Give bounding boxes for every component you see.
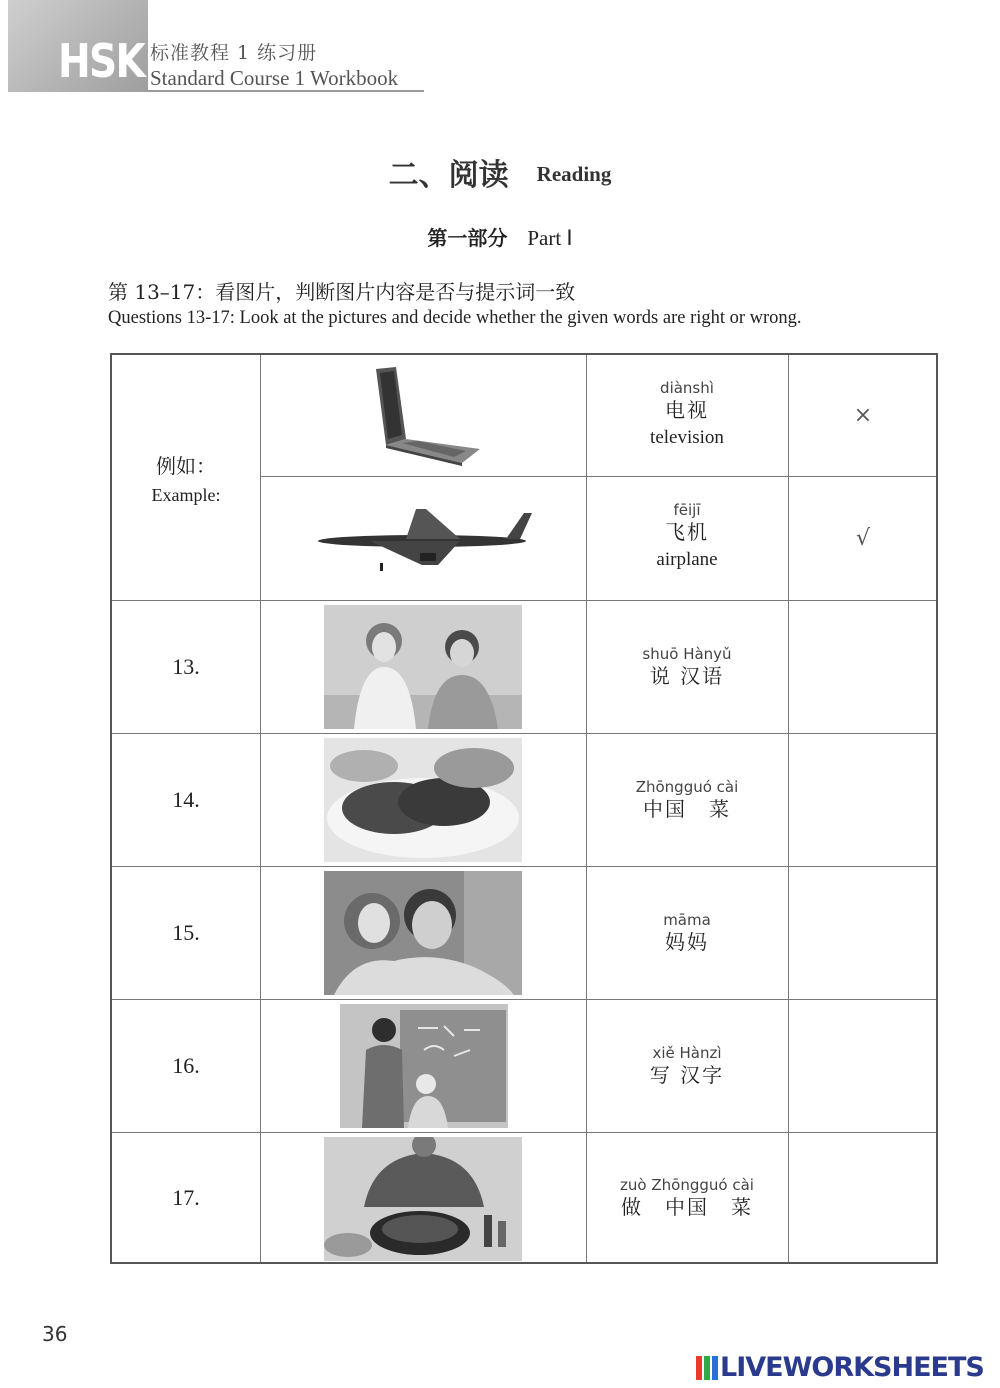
page-number: 36 (42, 1322, 68, 1346)
answer-mark: × (853, 403, 873, 428)
steak-dish-image (324, 738, 522, 862)
answer-box-14[interactable] (788, 733, 938, 866)
english-meaning: airplane (656, 549, 718, 570)
english-meaning: television (650, 426, 724, 448)
question-number-label: 17. (172, 1185, 200, 1210)
hanzi: 飞机 (665, 520, 709, 544)
question-number-label: 14. (172, 786, 200, 812)
book-title-en: Standard Course 1 Workbook (150, 66, 399, 90)
pinyin: xiě Hànzì (652, 1043, 722, 1062)
liveworksheets-brand[interactable] (696, 1352, 984, 1383)
part-title (0, 222, 1000, 251)
part-title-en: Part Ⅰ (527, 226, 573, 250)
hanzi: 电视 (665, 397, 709, 422)
answer-box (788, 476, 938, 600)
pinyin: Zhōngguó cài (635, 777, 739, 796)
book-title-cn: 标准教程 1 练习册 (150, 42, 318, 64)
women-talking-image (324, 605, 522, 729)
answer-box (788, 355, 938, 476)
question-number (112, 733, 260, 866)
hsk-logo-text: HSK (58, 34, 145, 88)
airplane-image (310, 503, 534, 573)
answer-box-17[interactable] (788, 1132, 938, 1264)
question-number-label: 13. (172, 653, 200, 679)
section-title-en: Reading (536, 162, 612, 186)
answer-box-15[interactable] (788, 866, 938, 999)
vocab-cell (586, 733, 788, 866)
question-number (112, 866, 260, 999)
question-table (110, 353, 938, 1264)
question-number-label: 16. (172, 1052, 200, 1078)
teacher-blackboard-image (340, 1004, 508, 1128)
example-vocab-1 (586, 355, 788, 476)
example-label-cn: 例如： (156, 453, 216, 478)
chef-cooking-image (324, 1137, 522, 1261)
pinyin: diànshì (660, 378, 714, 397)
example-label (112, 355, 260, 600)
answer-mark: √ (855, 525, 871, 551)
question-number (112, 1132, 260, 1264)
brand-text: LIVEWORKSHEETS (720, 1352, 984, 1383)
question-number (112, 600, 260, 733)
vocab-cell (586, 600, 788, 733)
answer-box-13[interactable] (788, 600, 938, 733)
hanzi: 做 中国 菜 (621, 1195, 753, 1219)
question-number-label: 15. (172, 919, 200, 945)
vocab-cell (586, 999, 788, 1132)
book-header (8, 0, 424, 94)
hanzi: 写 汉字 (649, 1062, 725, 1087)
instructions-en: Questions 13-17: Look at the pictures and decide whether the given words are right or wrong. (108, 308, 802, 328)
instructions-cn: 第 13–17：看图片，判断图片内容是否与提示词一致 (108, 280, 576, 304)
vocab-cell (586, 1132, 788, 1264)
example-label-en: Example: (151, 484, 221, 505)
laptop-image (362, 365, 486, 467)
table-divider (260, 355, 261, 1262)
header-divider (148, 90, 424, 92)
answer-box-16[interactable] (788, 999, 938, 1132)
pinyin: shuō Hànyǔ (642, 644, 732, 663)
father-daughter-image (324, 871, 522, 995)
question-number (112, 999, 260, 1132)
vocab-cell (586, 866, 788, 999)
hanzi: 妈妈 (665, 929, 709, 954)
hanzi: 中国 菜 (643, 796, 731, 821)
section-title (0, 150, 1000, 194)
liveworksheets-logo-icon (696, 1356, 718, 1380)
example-vocab-2 (586, 476, 788, 600)
pinyin: zuò Zhōngguó cài (620, 1176, 754, 1194)
section-title-cn: 二、阅读 (388, 158, 509, 193)
pinyin: fēijī (673, 501, 701, 519)
hsk-logo (8, 0, 148, 92)
hanzi: 说 汉语 (649, 663, 725, 688)
pinyin: māma (663, 910, 711, 929)
part-title-cn: 第一部分 (427, 226, 508, 250)
